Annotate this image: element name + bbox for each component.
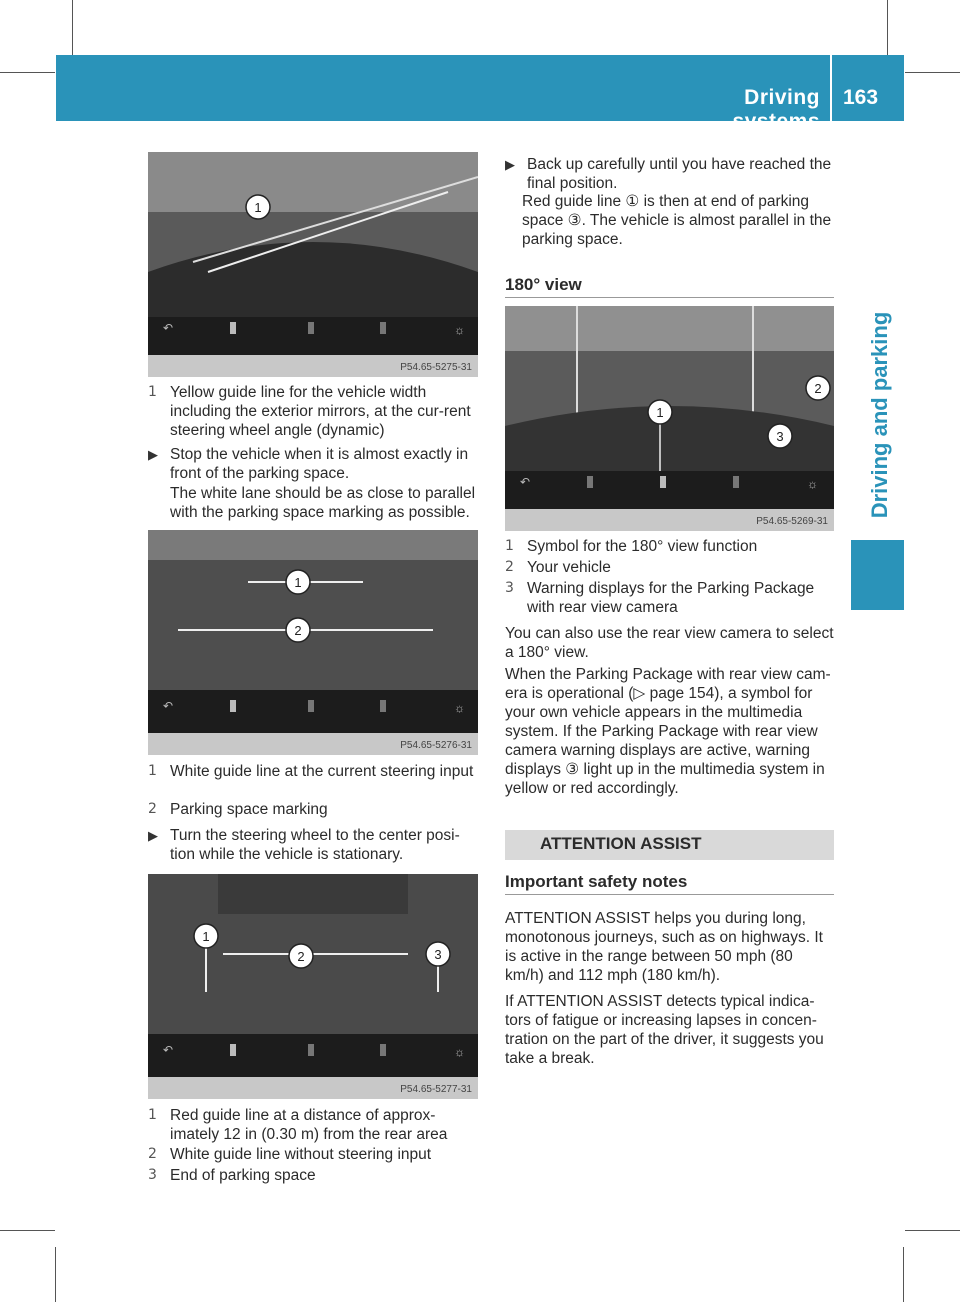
legend-item bbox=[505, 579, 835, 617]
legend-number: 3 bbox=[148, 1167, 157, 1183]
crop-mark bbox=[905, 1230, 960, 1231]
legend-item bbox=[148, 762, 478, 781]
legend-number: 2 bbox=[148, 1146, 157, 1162]
legend-text: Symbol for the 180° view function bbox=[527, 538, 758, 555]
legend-number: 1 bbox=[148, 763, 157, 779]
legend-number: 1 bbox=[148, 1107, 157, 1123]
legend-number: 1 bbox=[505, 538, 514, 554]
figure-camera-1 bbox=[148, 152, 478, 377]
step-note: The white lane should be as close to parallel with the parking space marking as possible. bbox=[170, 485, 476, 521]
crop-mark bbox=[887, 0, 888, 55]
legend-number: 1 bbox=[148, 384, 157, 400]
step-arrow-icon: ▶ bbox=[148, 447, 158, 462]
crop-mark bbox=[72, 0, 73, 55]
svg-text:3: 3 bbox=[776, 429, 784, 444]
legend-item bbox=[148, 1145, 478, 1164]
crop-mark bbox=[0, 1230, 55, 1231]
figure-caption: P54.65-5277-31 bbox=[400, 1084, 472, 1095]
figure-caption: P54.65-5275-31 bbox=[400, 362, 472, 373]
legend-item bbox=[148, 800, 478, 819]
legend-number: 2 bbox=[148, 801, 157, 817]
step-text: Turn the steering wheel to the center posi-tion while the vehicle is stationary. bbox=[170, 827, 460, 863]
figure-camera-3 bbox=[148, 874, 478, 1099]
section-heading-180-view: 180° view bbox=[505, 275, 582, 294]
figure-camera-2 bbox=[148, 530, 478, 755]
header-title: Driving systems bbox=[732, 86, 820, 133]
step-text: Stop the vehicle when it is almost exactly in front of the parking space. bbox=[170, 446, 469, 482]
step-text: Back up carefully until you have reached the final position. bbox=[527, 156, 832, 192]
section-heading-safety: Important safety notes bbox=[505, 872, 688, 891]
svg-text:1: 1 bbox=[202, 929, 210, 944]
svg-text:2: 2 bbox=[297, 949, 305, 964]
legend-text: Your vehicle bbox=[527, 559, 611, 576]
legend-item bbox=[148, 1106, 478, 1144]
svg-text:2: 2 bbox=[294, 623, 302, 638]
header-separator bbox=[830, 55, 832, 121]
legend-item bbox=[505, 558, 835, 577]
svg-text:☼: ☼ bbox=[454, 701, 465, 715]
legend-number: 2 bbox=[505, 559, 514, 575]
instruction-step bbox=[505, 155, 835, 193]
body-paragraph: When the Parking Package with rear view cam-era is operational (▷ page 154), a symbol for your own vehicle appears in the multimedia system. If the Parking Package with rear view camera warning displays are active, warning displays ③ light up in the multimedia system in yellow or red accordingly. bbox=[505, 666, 831, 797]
camera-image bbox=[148, 874, 478, 1099]
svg-text:↶: ↶ bbox=[163, 1043, 174, 1057]
camera-image bbox=[148, 530, 478, 755]
instruction-step bbox=[148, 445, 478, 483]
svg-text:☼: ☼ bbox=[807, 477, 818, 491]
legend-item bbox=[148, 383, 478, 440]
svg-text:☼: ☼ bbox=[454, 323, 465, 337]
legend-text: Warning displays for the Parking Package with rear view camera bbox=[527, 580, 815, 616]
legend-text: White guide line without steering input bbox=[170, 1146, 432, 1163]
crop-mark bbox=[55, 1247, 56, 1302]
body-paragraph: ATTENTION ASSIST helps you during long, monotonous journeys, such as on highways. It is active in the range between 50 mph (80 km/h) and 112 mph (180 km/h). bbox=[505, 910, 823, 984]
body-paragraph: You can also use the rear view camera to select a 180° view. bbox=[505, 625, 834, 661]
page-number: 163 bbox=[843, 86, 879, 109]
figure-caption: P54.65-5276-31 bbox=[400, 740, 472, 751]
camera-image bbox=[148, 152, 478, 377]
body-paragraph: If ATTENTION ASSIST detects typical indica-tors of fatigue or increasing lapses in concen-tration on the part of the driver, it suggests you take a break. bbox=[505, 993, 824, 1067]
section-banner-title: ATTENTION ASSIST bbox=[540, 834, 702, 853]
legend-text: White guide line at the current steering input bbox=[170, 763, 474, 780]
crop-mark bbox=[905, 72, 960, 73]
camera-image bbox=[505, 306, 834, 531]
side-tab bbox=[851, 540, 904, 610]
heading-rule bbox=[505, 297, 834, 298]
legend-text: End of parking space bbox=[170, 1167, 316, 1184]
svg-text:↶: ↶ bbox=[163, 699, 174, 713]
legend-text: Parking space marking bbox=[170, 801, 328, 818]
crop-mark bbox=[0, 72, 55, 73]
figure-caption: P54.65-5269-31 bbox=[756, 516, 828, 527]
instruction-step bbox=[148, 826, 478, 864]
step-arrow-icon: ▶ bbox=[148, 828, 158, 843]
legend-number: 3 bbox=[505, 580, 514, 596]
svg-text:↶: ↶ bbox=[163, 321, 174, 335]
svg-text:1: 1 bbox=[254, 200, 262, 215]
legend-item bbox=[505, 537, 835, 556]
svg-text:1: 1 bbox=[656, 405, 664, 420]
svg-text:☼: ☼ bbox=[454, 1045, 465, 1059]
heading-rule bbox=[505, 894, 834, 895]
step-note: Red guide line ① is then at end of parking space ③. The vehicle is almost parallel in the parking space. bbox=[522, 193, 832, 248]
figure-camera-180 bbox=[505, 306, 834, 531]
svg-text:2: 2 bbox=[814, 381, 822, 396]
svg-text:↶: ↶ bbox=[520, 475, 531, 489]
side-section-title: Driving and parking bbox=[867, 311, 892, 519]
step-arrow-icon: ▶ bbox=[505, 157, 515, 172]
svg-text:1: 1 bbox=[294, 575, 302, 590]
legend-text: Red guide line at a distance of approx-imately 12 in (0.30 m) from the rear area bbox=[170, 1107, 448, 1143]
crop-mark bbox=[903, 1247, 904, 1302]
legend-text: Yellow guide line for the vehicle width including the exterior mirrors, at the cur-rent steering wheel angle (dynamic) bbox=[170, 384, 471, 439]
svg-text:3: 3 bbox=[434, 947, 442, 962]
legend-item bbox=[148, 1166, 478, 1185]
